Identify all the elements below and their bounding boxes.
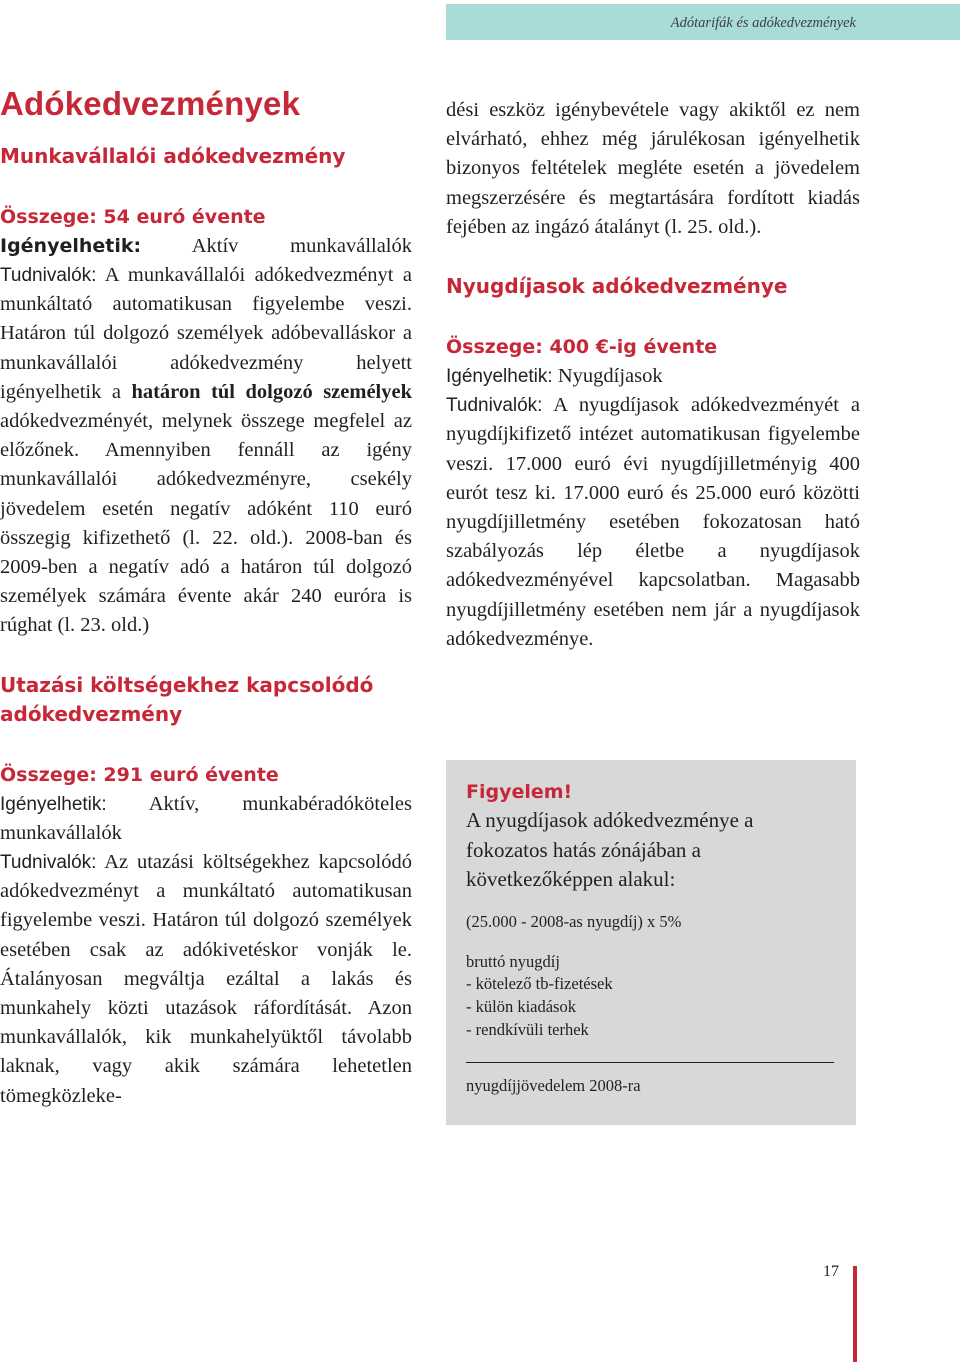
section-title-employee-credit: Munkavállalói adókedvezmény <box>0 144 346 168</box>
page-number: 17 <box>823 1263 839 1280</box>
eligible-value: Nyugdíjasok <box>557 365 663 388</box>
pensioner-credit-info <box>446 391 860 654</box>
travel-credit-info <box>0 848 412 1111</box>
attention-note-content <box>466 778 838 1097</box>
info-label: Tudnivalók: <box>0 265 97 286</box>
left-column <box>0 82 412 1111</box>
page-title: Adókedvezmények <box>0 85 301 122</box>
employee-credit-amount: Összege: 54 euró évente <box>0 206 266 228</box>
list-item: bruttó nyugdíj <box>466 951 560 971</box>
travel-credit-amount: Összege: 291 euró évente <box>0 763 279 786</box>
calculation-formula: (25.000 - 2008-as nyugdíj) x 5% <box>466 911 682 931</box>
info-label: Tudnivalók: <box>0 852 97 874</box>
running-header-band <box>446 4 960 40</box>
attention-note-text: A nyugdíjasok adókedvezménye a fokozatos hatás zónájában a következőképpen alakul: <box>466 808 754 891</box>
info-text-1: A munkavállalói adókedvezményt a munkáltató automatikusan figyelembe veszi. Határon túl dolgozó személyek adóbevalláskor a munkavállalói adókedvezmény helyett igényelhetik a <box>0 264 413 403</box>
eligible-value: Aktív munkavállalók <box>191 235 413 257</box>
list-item: - rendkívüli terhek <box>466 1019 589 1039</box>
info-text: A nyugdíjasok adókedvezményét a nyugdíjkifizető intézet automatikusan figyelembe veszi. 17.000 euró évi nyugdíjilletményig 400 eurót tesz ki. 17.000 euró és 25.000 euró közötti nyugdíjilletmény esetében fokozatosan ható szabályozás lép életbe a nyugdíjasok adókedvezményével kapcsolatban. Magasabb nyugdíjilletmény esetében nem jár a nyugdíjasok adókedvezménye. <box>446 394 860 650</box>
employee-credit-eligible <box>0 232 412 261</box>
pensioner-credit-eligible <box>446 362 860 391</box>
pension-income-items <box>466 951 838 1042</box>
calculation-result-label: nyugdíjjövedelem 2008-ra <box>466 1075 641 1095</box>
travel-credit-eligible <box>0 790 412 848</box>
travel-credit-details <box>0 761 412 1111</box>
pensioner-credit-amount: Összege: 400 €-ig évente <box>446 336 718 359</box>
eligible-label: Igényelhetik: <box>0 235 142 257</box>
employee-credit-details <box>0 203 412 641</box>
employee-credit-info <box>0 261 412 641</box>
eligible-label: Igényelhetik: <box>0 793 107 815</box>
page-number-bar <box>853 1266 857 1362</box>
travel-credit-info-continued: dési eszköz igénybevétele vagy akiktől ez nem elvárható, ehhez még járulékosan igényelhetik bizonyos feltételek megléte esetén a jövedelem megszerzésére és megtartására fordított kiadás fejében az ingázó átalányt (l. 25. old.). <box>446 99 860 238</box>
info-label: Tudnivalók: <box>446 395 543 417</box>
section-title-pensioner-credit: Nyugdíjasok adókedvezménye <box>446 274 788 299</box>
section-title-travel-credit: Utazási költségekhez kapcsolódó adókedvezmény <box>0 672 374 726</box>
info-text: Az utazási költségekhez kapcsolódó adókedvezményt a munkáltató automatikusan figyelembe veszi. Határon túl dolgozó személyek esetében csak az adókivetéskor vonják le. Átalányosan megváltja ezáltal a lakás és munkahely közti utazások ráfordítását. Azon munkavállalók, kik munkahelyüktől távolabb laknak, vagy akik számára lehetetlen tömegközleke- <box>0 851 412 1107</box>
right-column <box>446 96 860 654</box>
eligible-value: Aktív, munkabéradóköteles munkavállalók <box>0 792 412 844</box>
info-text-bold: határon túl dolgozó személyek <box>131 380 412 403</box>
eligible-label: Igényelhetik: <box>446 366 553 388</box>
attention-note-box <box>446 760 856 1125</box>
running-header-title: Adótarifák és adókedvezmények <box>670 15 856 31</box>
list-item: - kötelező tb-fizetések <box>466 974 613 994</box>
list-item: - külön kiadások <box>466 997 576 1017</box>
pensioner-credit-details <box>446 333 860 654</box>
sum-divider <box>466 1062 834 1063</box>
attention-note-title: Figyelem! <box>466 781 573 803</box>
info-text-2: adókedvezményét, melynek összege megfelel az előzőnek. Amennyiben fennáll az igény munkavállalói adókedvezményre, csekély jövedelem esetén negatív adóként 110 euró összegig kifizethető (l. 22. old.). 2008-ban és 2009-ben a negatív adó a határon túl dolgozó személyek számára évente akár 240 euróra is rúghat (l. 23. old.) <box>0 410 412 637</box>
